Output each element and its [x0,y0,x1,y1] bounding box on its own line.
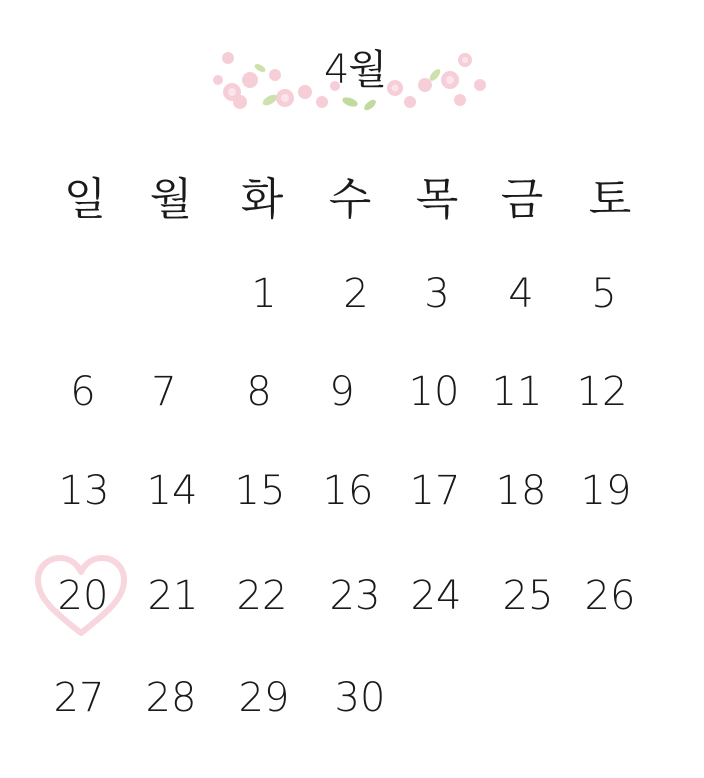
day-cell-highlighted[interactable]: 20 [57,573,109,619]
month-header [210,30,500,120]
day-cell[interactable]: 25 [502,573,554,619]
day-cell[interactable]: 4 [508,271,534,317]
day-cell[interactable]: 5 [591,271,617,317]
weekday-thu: 목 [415,174,459,225]
day-cell[interactable]: 30 [334,675,386,721]
day-cell[interactable]: 23 [329,573,381,619]
day-cell[interactable]: 24 [410,573,462,619]
day-cell[interactable]: 7 [151,369,177,415]
weekday-wed: 수 [328,174,372,225]
weekday-mon: 월 [149,174,193,225]
weekday-sat: 토 [588,174,632,225]
day-cell[interactable]: 10 [408,369,460,415]
day-cell[interactable]: 27 [53,675,105,721]
day-cell[interactable]: 13 [58,468,110,514]
day-cell[interactable]: 26 [584,573,636,619]
day-cell[interactable]: 8 [246,369,272,415]
day-cell[interactable]: 9 [329,369,355,415]
day-cell[interactable]: 16 [322,468,374,514]
weekday-tue: 화 [240,174,284,225]
day-cell[interactable]: 15 [234,468,286,514]
day-cell[interactable]: 22 [236,573,288,619]
day-cell[interactable]: 3 [424,271,450,317]
day-cell[interactable]: 18 [495,468,547,514]
weekday-fri: 금 [500,174,544,225]
day-cell[interactable]: 6 [70,369,96,415]
day-cell[interactable]: 1 [251,271,277,317]
day-cell[interactable]: 11 [491,369,543,415]
day-cell[interactable]: 2 [343,271,369,317]
day-cell[interactable]: 29 [238,675,290,721]
day-cell[interactable]: 17 [409,468,461,514]
day-cell[interactable]: 21 [147,573,199,619]
day-cell[interactable]: 14 [146,468,198,514]
month-title: 4월 [323,47,387,93]
day-cell[interactable]: 28 [145,675,197,721]
day-cell[interactable]: 12 [576,369,628,415]
day-cell[interactable]: 19 [580,468,632,514]
weekday-sun: 일 [63,174,107,225]
